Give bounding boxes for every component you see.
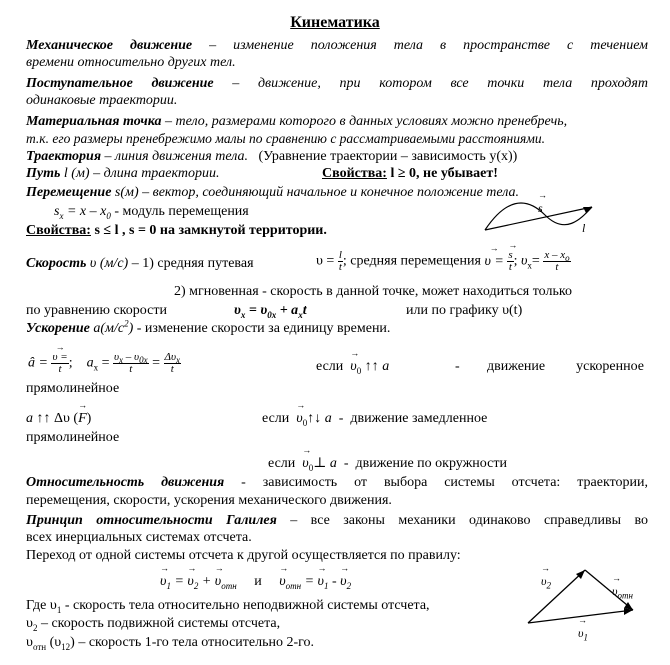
trajectory-l-label: l: [582, 221, 586, 235]
rel-def-2: перемещения, скорости, ускорения механического движения.: [26, 493, 392, 508]
triangle-v1-label: → $\upsilon_1$: [578, 625, 588, 642]
traj-term: Траектория: [26, 149, 102, 164]
mech-def-1: – изменение положения тела в пространстве с течением: [192, 38, 648, 53]
disp-props-text: s ≤ l , s = 0 на замкнутой территории.: [90, 223, 327, 238]
traj-eq: (Уравнение траектории – зависимость y(x)): [258, 149, 518, 164]
path-unit: (м): [67, 166, 90, 181]
u2-line: $\upsilon_2$ – скорость подвижной системы отсчета,: [26, 616, 281, 633]
mat-def-2: т.к. его размеры пренебрежимо малы по сравнению с рассматриваемыми расстояниями.: [26, 131, 545, 146]
disp-props-label: Свойства:: [26, 223, 91, 238]
speed-avg-formula: υ = $\frac{l}{t}$ ; средняя перемещения → υ = → $\frac{s}{t}$ ; $\upsilon_x=$ $\frac{x - x_o}{t}$: [316, 250, 571, 273]
accel-res-1b: прямолинейное: [26, 381, 120, 396]
mech-def-2: времени относительно других тел.: [26, 55, 236, 70]
path-props: [322, 165, 498, 182]
accel-cond-3: если → $\upsilon_0\perp$ a - движение по окружности: [268, 455, 507, 472]
speed-or-graph: или по графику υ(t): [406, 303, 523, 318]
accel-line: [26, 320, 390, 337]
path-props-text: l ≥ 0, не убывает!: [386, 166, 498, 181]
post-term: Поступательное движение: [26, 76, 214, 91]
uotn-line: $\upsilon_{отн}$ $(\upsilon_{12})$ – скорость 1-го тела относительно 2-го.: [26, 635, 315, 652]
page-title: Кинематика: [290, 14, 380, 31]
accel-res-3: движение по окружности: [355, 456, 507, 471]
disp-line: [26, 184, 519, 201]
accel-formulas: â = → $\frac{\upsilon =}{t}$ ; $a_x$ = $\frac{\upsilon_x - \upsilon_{0x}}{t}$ = $\frac{\Delta\upsilon_x}{t}$: [28, 352, 181, 375]
triangle-v2-label: → $\upsilon_2$: [541, 573, 551, 590]
path-def: – длина траектории.: [89, 166, 220, 181]
path-term: Путь: [26, 166, 61, 181]
trajectory-s-label: → s: [538, 200, 543, 217]
transfer-text: Переход от одной системы отсчета к другой осуществляется по правилу:: [26, 548, 461, 563]
disp-sx-desc: - модуль перемещения: [110, 204, 249, 219]
accel-def: - изменение скорости за единицу времени.: [133, 321, 391, 336]
where-line: Где $\upsilon_1$ - скорость тела относительно неподвижной системы отсчета,: [26, 598, 430, 615]
path-var: l: [63, 166, 68, 181]
traj-line: [26, 148, 517, 165]
mat-def-1: – тело, размерами которого в данных условиях можно пренебречь,: [161, 114, 568, 129]
rel-line-1: [26, 474, 648, 491]
accel-dir-line: a ↑↑ Δυ (→ F): [26, 410, 91, 427]
galileo-def-2: всех инерциальных системах отсчета.: [26, 530, 252, 545]
galileo-term: Принцип относительности Галилея: [26, 513, 277, 528]
speed-inst: 2) мгновенная - скорость в данной точке, может находиться только: [174, 284, 572, 299]
disp-def: – вектор, соединяющий начальное и конечное положение тела.: [138, 185, 520, 200]
speed-avg-disp: ; средняя перемещения: [342, 253, 481, 269]
transfer-equations: → $\upsilon_1$ = → $\upsilon_2$ + → $\upsilon_{отн}$ и → $\upsilon_{отн}$ = → $\upsilon_1$ - → $\upsilon_2$: [160, 573, 351, 590]
triangle-votn-label: → $\upsilon_{отн}$: [612, 583, 633, 600]
speed-unit: υ (м/с): [89, 256, 129, 271]
post-def-1: – движение, при котором все точки тела проходят: [213, 76, 648, 91]
accel-res-1a: движение ускоренное: [487, 359, 644, 374]
post-def-2: одинаковые траектории.: [26, 93, 178, 108]
accel-cond-1: если → $\upsilon_0$ ↑↑ a: [316, 358, 389, 375]
disp-props: [26, 222, 327, 239]
speed-by-eq: по уравнению скорости: [26, 303, 167, 318]
speed-eq: $\upsilon_x = \upsilon_{0x} + a_xt$: [234, 303, 307, 320]
mat-term: Материальная точка: [26, 114, 162, 129]
disp-term: Перемещение: [26, 185, 112, 200]
accel-dash-1: -: [455, 359, 460, 374]
speed-term: Скорость: [26, 256, 87, 271]
post-line-1: [26, 75, 648, 92]
mech-line-1: [26, 37, 648, 54]
mech-term: Механическое движение: [26, 38, 193, 53]
speed-avg-path: – 1) средняя путевая: [128, 256, 254, 271]
rel-term: Относительность движения: [26, 475, 225, 490]
mat-line-1: [26, 113, 567, 130]
trajectory-figure: [480, 195, 610, 240]
accel-unit: $a(м/с^2)$: [93, 318, 134, 336]
accel-cond-2: если → $\upsilon_0↑↓$ a - движение замедленное: [262, 410, 487, 427]
speed-line: [26, 255, 254, 272]
accel-res-2a: движение замедленное: [350, 411, 488, 426]
disp-var: s(м): [111, 185, 139, 200]
speed-eq-line: [26, 302, 167, 319]
path-line: [26, 165, 220, 182]
disp-sx-line: $s_x = x - x_0$ - модуль перемещения: [54, 204, 249, 221]
accel-term: Ускорение: [26, 321, 90, 336]
accel-res-2b: прямолинейное: [26, 430, 120, 445]
galileo-def-1: – все законы механики одинаково справедливы во: [276, 513, 648, 528]
rel-def-1: - зависимость от выбора системы отсчета: траектории,: [224, 475, 648, 490]
path-props-label: Свойства:: [322, 166, 387, 181]
galileo-line-1: [26, 512, 648, 529]
traj-def: – линия движения тела.: [101, 149, 249, 164]
